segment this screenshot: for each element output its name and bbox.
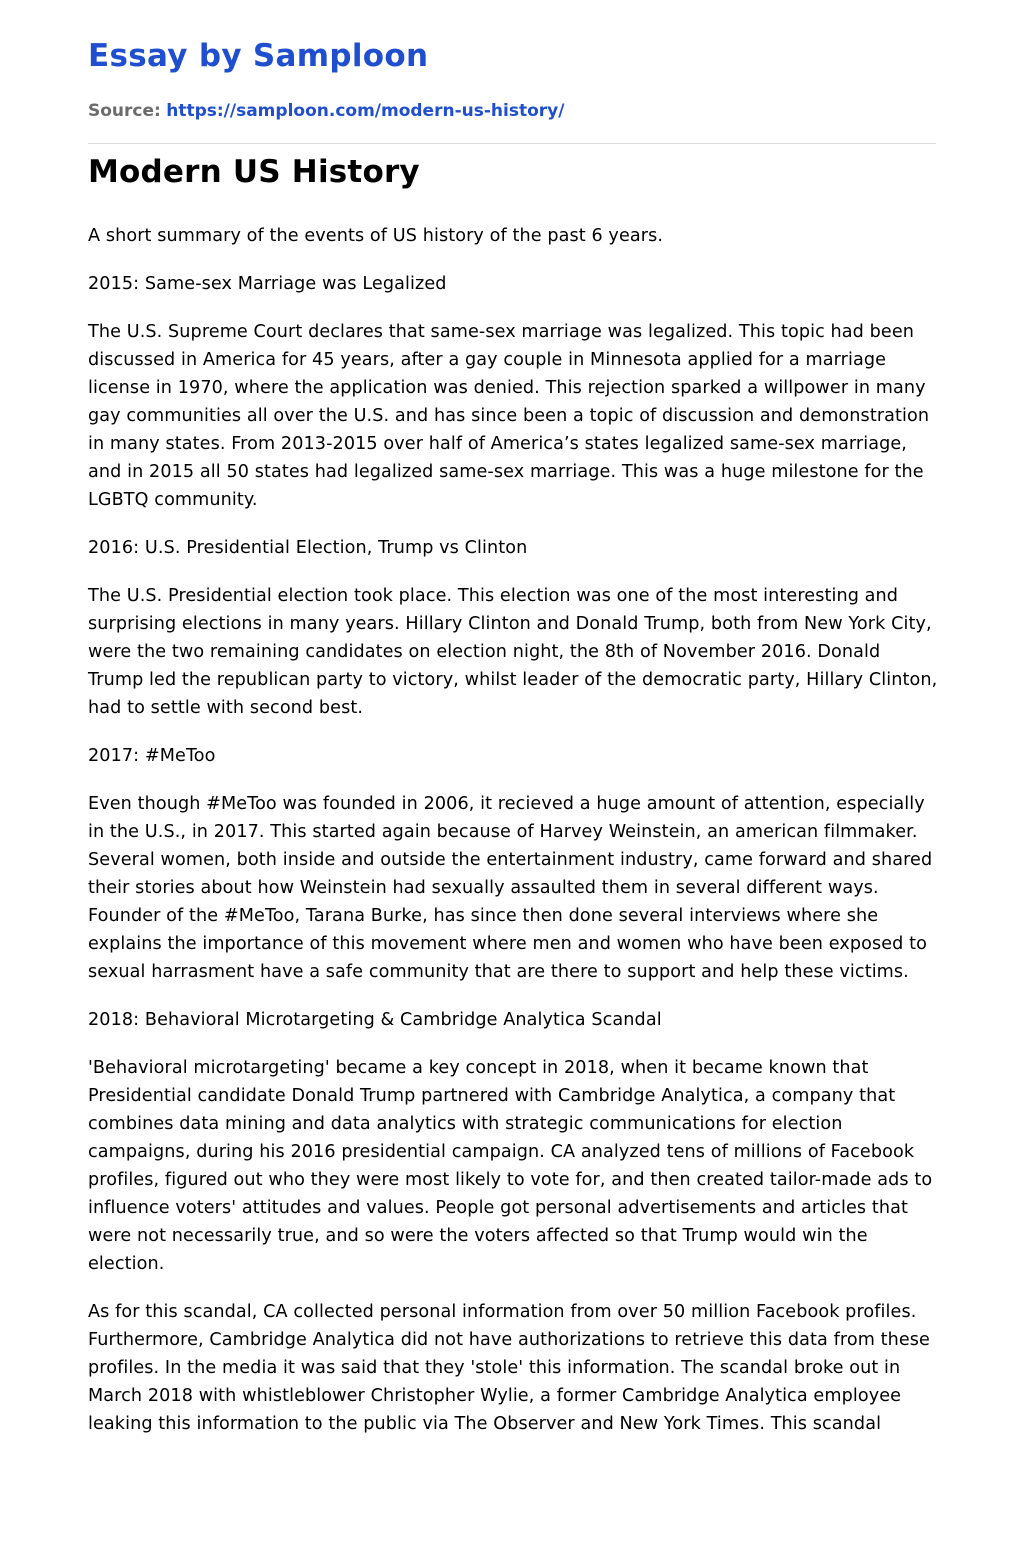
section-paragraph-2015: The U.S. Supreme Court declares that same-sex marriage was legalized. This topic had been discussed in America for 45 years, after a gay couple in Minnesota applied for a marriage license in 1970, where the application was denied. This rejection sparked a willpower in many gay communities all over the U.S. and has since been a topic of discussion and demonstration in many states. From 2013-2015 over half of America’s states legalized same-sex marriage, and in 2015 all 50 states had legalized same-sex marriage. This was a huge milestone for the LGBTQ community. xyxy=(88,322,930,510)
section-paragraph-2016: The U.S. Presidential election took place. This election was one of the most interesting and surprising elections in many years. Hillary Clinton and Donald Trump, both from New York City, were the two remaining candidates on election night, the 8th of November 2016. Donald Trump led the republican party to victory, whilst leader of the democratic party, Hillary Clinton, had to settle with second best. xyxy=(88,586,938,718)
article-body xyxy=(88,222,938,1458)
site-brand: Essay by Samploon xyxy=(88,38,429,74)
source-label: Source: xyxy=(88,101,161,121)
section-heading-2018: 2018: Behavioral Microtargeting & Cambridge Analytica Scandal xyxy=(88,1010,662,1030)
source-link[interactable]: https://samploon.com/modern-us-history/ xyxy=(166,101,565,121)
section-heading-2016: 2016: U.S. Presidential Election, Trump vs Clinton xyxy=(88,538,528,558)
header-divider xyxy=(88,143,936,144)
section-heading-2015: 2015: Same-sex Marriage was Legalized xyxy=(88,274,447,294)
section-heading-2017: 2017: #MeToo xyxy=(88,746,216,766)
source-line xyxy=(88,101,564,121)
article-title: Modern US History xyxy=(88,154,420,190)
section-paragraph-2018-1: 'Behavioral microtargeting' became a key concept in 2018, when it became known that Presidential candidate Donald Trump partnered with Cambridge Analytica, a company that combines data mining and data analytics with strategic communications for election campaigns, during his 2016 presidential campaign. CA analyzed tens of millions of Facebook profiles, figured out who they were most likely to vote for, and then created tailor-made ads to influence voters' attitudes and values. People got personal advertisements and articles that were not necessarily true, and so were the voters affected so that Trump would win the election. xyxy=(88,1058,933,1274)
section-paragraph-2017: Even though #MeToo was founded in 2006, it recieved a huge amount of attention, especially in the U.S., in 2017. This started again because of Harvey Weinstein, an american filmmaker. Several women, both inside and outside the entertainment industry, came forward and shared their stories about how Weinstein had sexually assaulted them in several different ways. Founder of the #MeToo, Tarana Burke, has since then done several interviews where she explains the importance of this movement where men and women who have been exposed to sexual harrasment have a safe community that are there to support and help these victims. xyxy=(88,794,933,982)
section-paragraph-2018-2: As for this scandal, CA collected personal information from over 50 million Facebook profiles. Furthermore, Cambridge Analytica did not have authorizations to retrieve this data from these profiles. In the media it was said that they 'stole' this information. The scandal broke out in March 2018 with whistleblower Christopher Wylie, a former Cambridge Analytica employee leaking this information to the public via The Observer and New York Times. This scandal xyxy=(88,1302,930,1434)
article-intro: A short summary of the events of US history of the past 6 years. xyxy=(88,226,664,246)
